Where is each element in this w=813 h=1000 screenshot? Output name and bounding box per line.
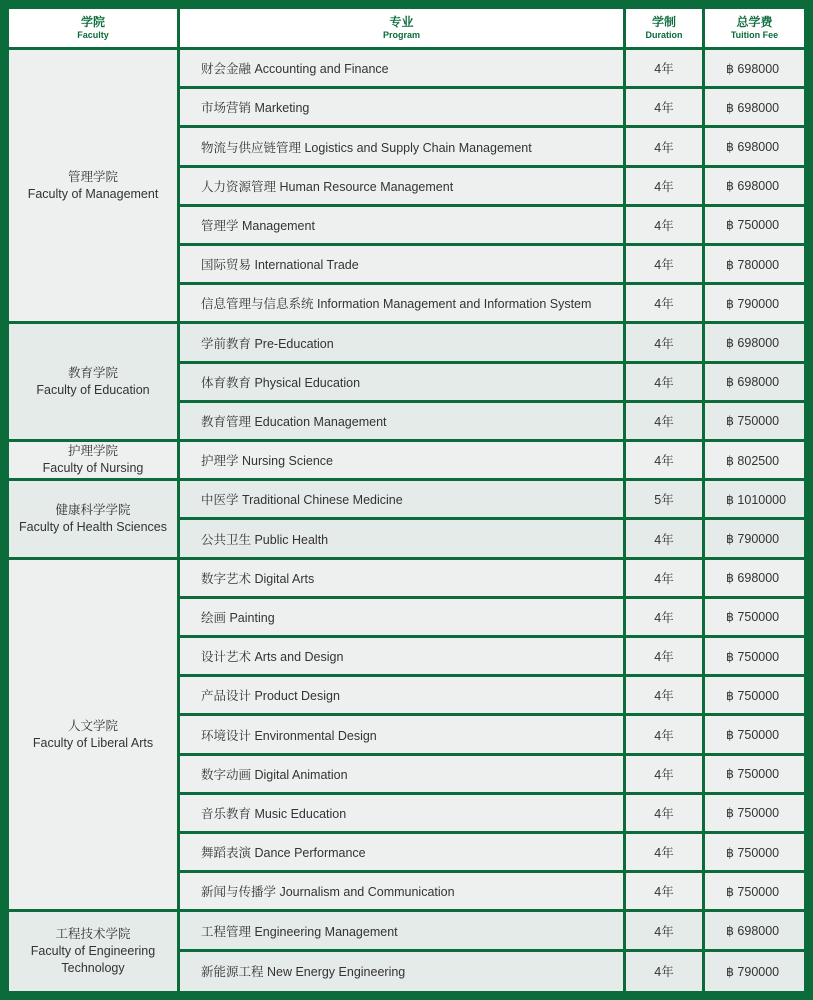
fee-cell: ฿ 750000 [705,207,804,246]
program-cell: 工程管理 Engineering Management [180,912,626,951]
faculty-name-zh: 教育学院 [67,365,118,380]
faculty-name-en: Faculty of Nursing [42,461,144,476]
program-cell: 体育教育 Physical Education [180,364,626,403]
fee-cell: ฿ 750000 [705,677,804,716]
faculty-name-zh: 健康科学学院 [55,502,131,517]
fee-cell: ฿ 750000 [705,795,804,834]
header-fee-zh: 总学费 [736,15,773,29]
faculty-cell [9,324,180,442]
duration-cell: 4年 [626,246,705,285]
header-faculty [9,9,180,50]
fee-cell: ฿ 750000 [705,756,804,795]
tuition-table [9,9,804,991]
header-faculty-en: Faculty [77,30,109,40]
fee-cell: ฿ 698000 [705,324,804,363]
fee-cell: ฿ 698000 [705,364,804,403]
table-body [9,50,804,991]
fee-cell: ฿ 750000 [705,873,804,912]
program-cell: 教育管理 Education Management [180,403,626,442]
duration-cell: 4年 [626,716,705,755]
table-row [9,912,804,951]
fee-cell: ฿ 790000 [705,520,804,559]
header-program-zh: 专业 [389,15,414,29]
faculty-name-en: Faculty of Engineering Technology [30,944,156,976]
fee-cell: ฿ 790000 [705,952,804,991]
header-duration [626,9,705,50]
duration-cell: 4年 [626,638,705,677]
duration-cell: 4年 [626,89,705,128]
program-cell: 新能源工程 New Energy Engineering [180,952,626,991]
header-fee-en: Tuition Fee [730,30,779,40]
duration-cell: 5年 [626,481,705,520]
faculty-name-en: Faculty of Liberal Arts [32,735,154,750]
fee-cell: ฿ 750000 [705,834,804,873]
fee-cell: ฿ 698000 [705,168,804,207]
duration-cell: 4年 [626,873,705,912]
program-cell: 数字艺术 Digital Arts [180,560,626,599]
duration-cell: 4年 [626,324,705,363]
header-faculty-zh: 学院 [80,15,105,29]
program-cell: 管理学 Management [180,207,626,246]
program-cell: 环境设计 Environmental Design [180,716,626,755]
program-cell: 舞蹈表演 Dance Performance [180,834,626,873]
table-row [9,324,804,363]
duration-cell: 4年 [626,364,705,403]
duration-cell: 4年 [626,50,705,89]
fee-cell: ฿ 750000 [705,599,804,638]
program-cell: 信息管理与信息系统 Information Management and Information System [180,285,626,324]
duration-cell: 4年 [626,207,705,246]
header-duration-en: Duration [645,30,683,40]
program-cell: 新闻与传播学 Journalism and Communication [180,873,626,912]
header-fee [705,9,804,50]
program-cell: 学前教育 Pre-Education [180,324,626,363]
duration-cell: 4年 [626,795,705,834]
fee-cell: ฿ 1010000 [705,481,804,520]
faculty-name-en: Faculty of Management [27,186,159,201]
faculty-name-zh: 护理学院 [67,444,118,459]
faculty-name-zh: 管理学院 [67,169,118,184]
program-cell: 设计艺术 Arts and Design [180,638,626,677]
program-cell: 市场营销 Marketing [180,89,626,128]
duration-cell: 4年 [626,128,705,167]
program-cell: 中医学 Traditional Chinese Medicine [180,481,626,520]
program-cell: 音乐教育 Music Education [180,795,626,834]
faculty-name-zh: 人文学院 [67,718,118,733]
duration-cell: 4年 [626,403,705,442]
duration-cell: 4年 [626,912,705,951]
header-row [9,9,804,50]
program-cell: 公共卫生 Public Health [180,520,626,559]
program-cell: 产品设计 Product Design [180,677,626,716]
header-duration-zh: 学制 [651,15,676,29]
duration-cell: 4年 [626,285,705,324]
duration-cell: 4年 [626,520,705,559]
table-row [9,560,804,599]
fee-cell: ฿ 750000 [705,716,804,755]
header-program [180,9,626,50]
faculty-cell [9,442,180,481]
duration-cell: 4年 [626,834,705,873]
duration-cell: 4年 [626,168,705,207]
header-program-en: Program [382,30,420,40]
table-row [9,481,804,520]
program-cell: 国际贸易 International Trade [180,246,626,285]
fee-cell: ฿ 790000 [705,285,804,324]
fee-cell: ฿ 698000 [705,560,804,599]
duration-cell: 4年 [626,560,705,599]
program-cell: 物流与供应链管理 Logistics and Supply Chain Management [180,128,626,167]
faculty-cell [9,481,180,559]
fee-cell: ฿ 750000 [705,638,804,677]
fee-cell: ฿ 780000 [705,246,804,285]
program-cell: 护理学 Nursing Science [180,442,626,481]
duration-cell: 4年 [626,442,705,481]
duration-cell: 4年 [626,599,705,638]
faculty-name-en: Faculty of Education [36,382,150,397]
fee-cell: ฿ 698000 [705,89,804,128]
duration-cell: 4年 [626,677,705,716]
program-cell: 人力资源管理 Human Resource Management [180,168,626,207]
fee-cell: ฿ 698000 [705,912,804,951]
program-cell: 数字动画 Digital Animation [180,756,626,795]
faculty-cell [9,912,180,991]
duration-cell: 4年 [626,952,705,991]
fee-cell: ฿ 698000 [705,128,804,167]
duration-cell: 4年 [626,756,705,795]
faculty-cell [9,560,180,913]
table-row [9,50,804,89]
faculty-name-zh: 工程技术学院 [55,927,131,942]
fee-cell: ฿ 750000 [705,403,804,442]
faculty-name-en: Faculty of Health Sciences [19,519,167,534]
program-cell: 财会金融 Accounting and Finance [180,50,626,89]
program-cell: 绘画 Painting [180,599,626,638]
fee-cell: ฿ 802500 [705,442,804,481]
table-row [9,442,804,481]
fee-cell: ฿ 698000 [705,50,804,89]
faculty-cell [9,50,180,324]
